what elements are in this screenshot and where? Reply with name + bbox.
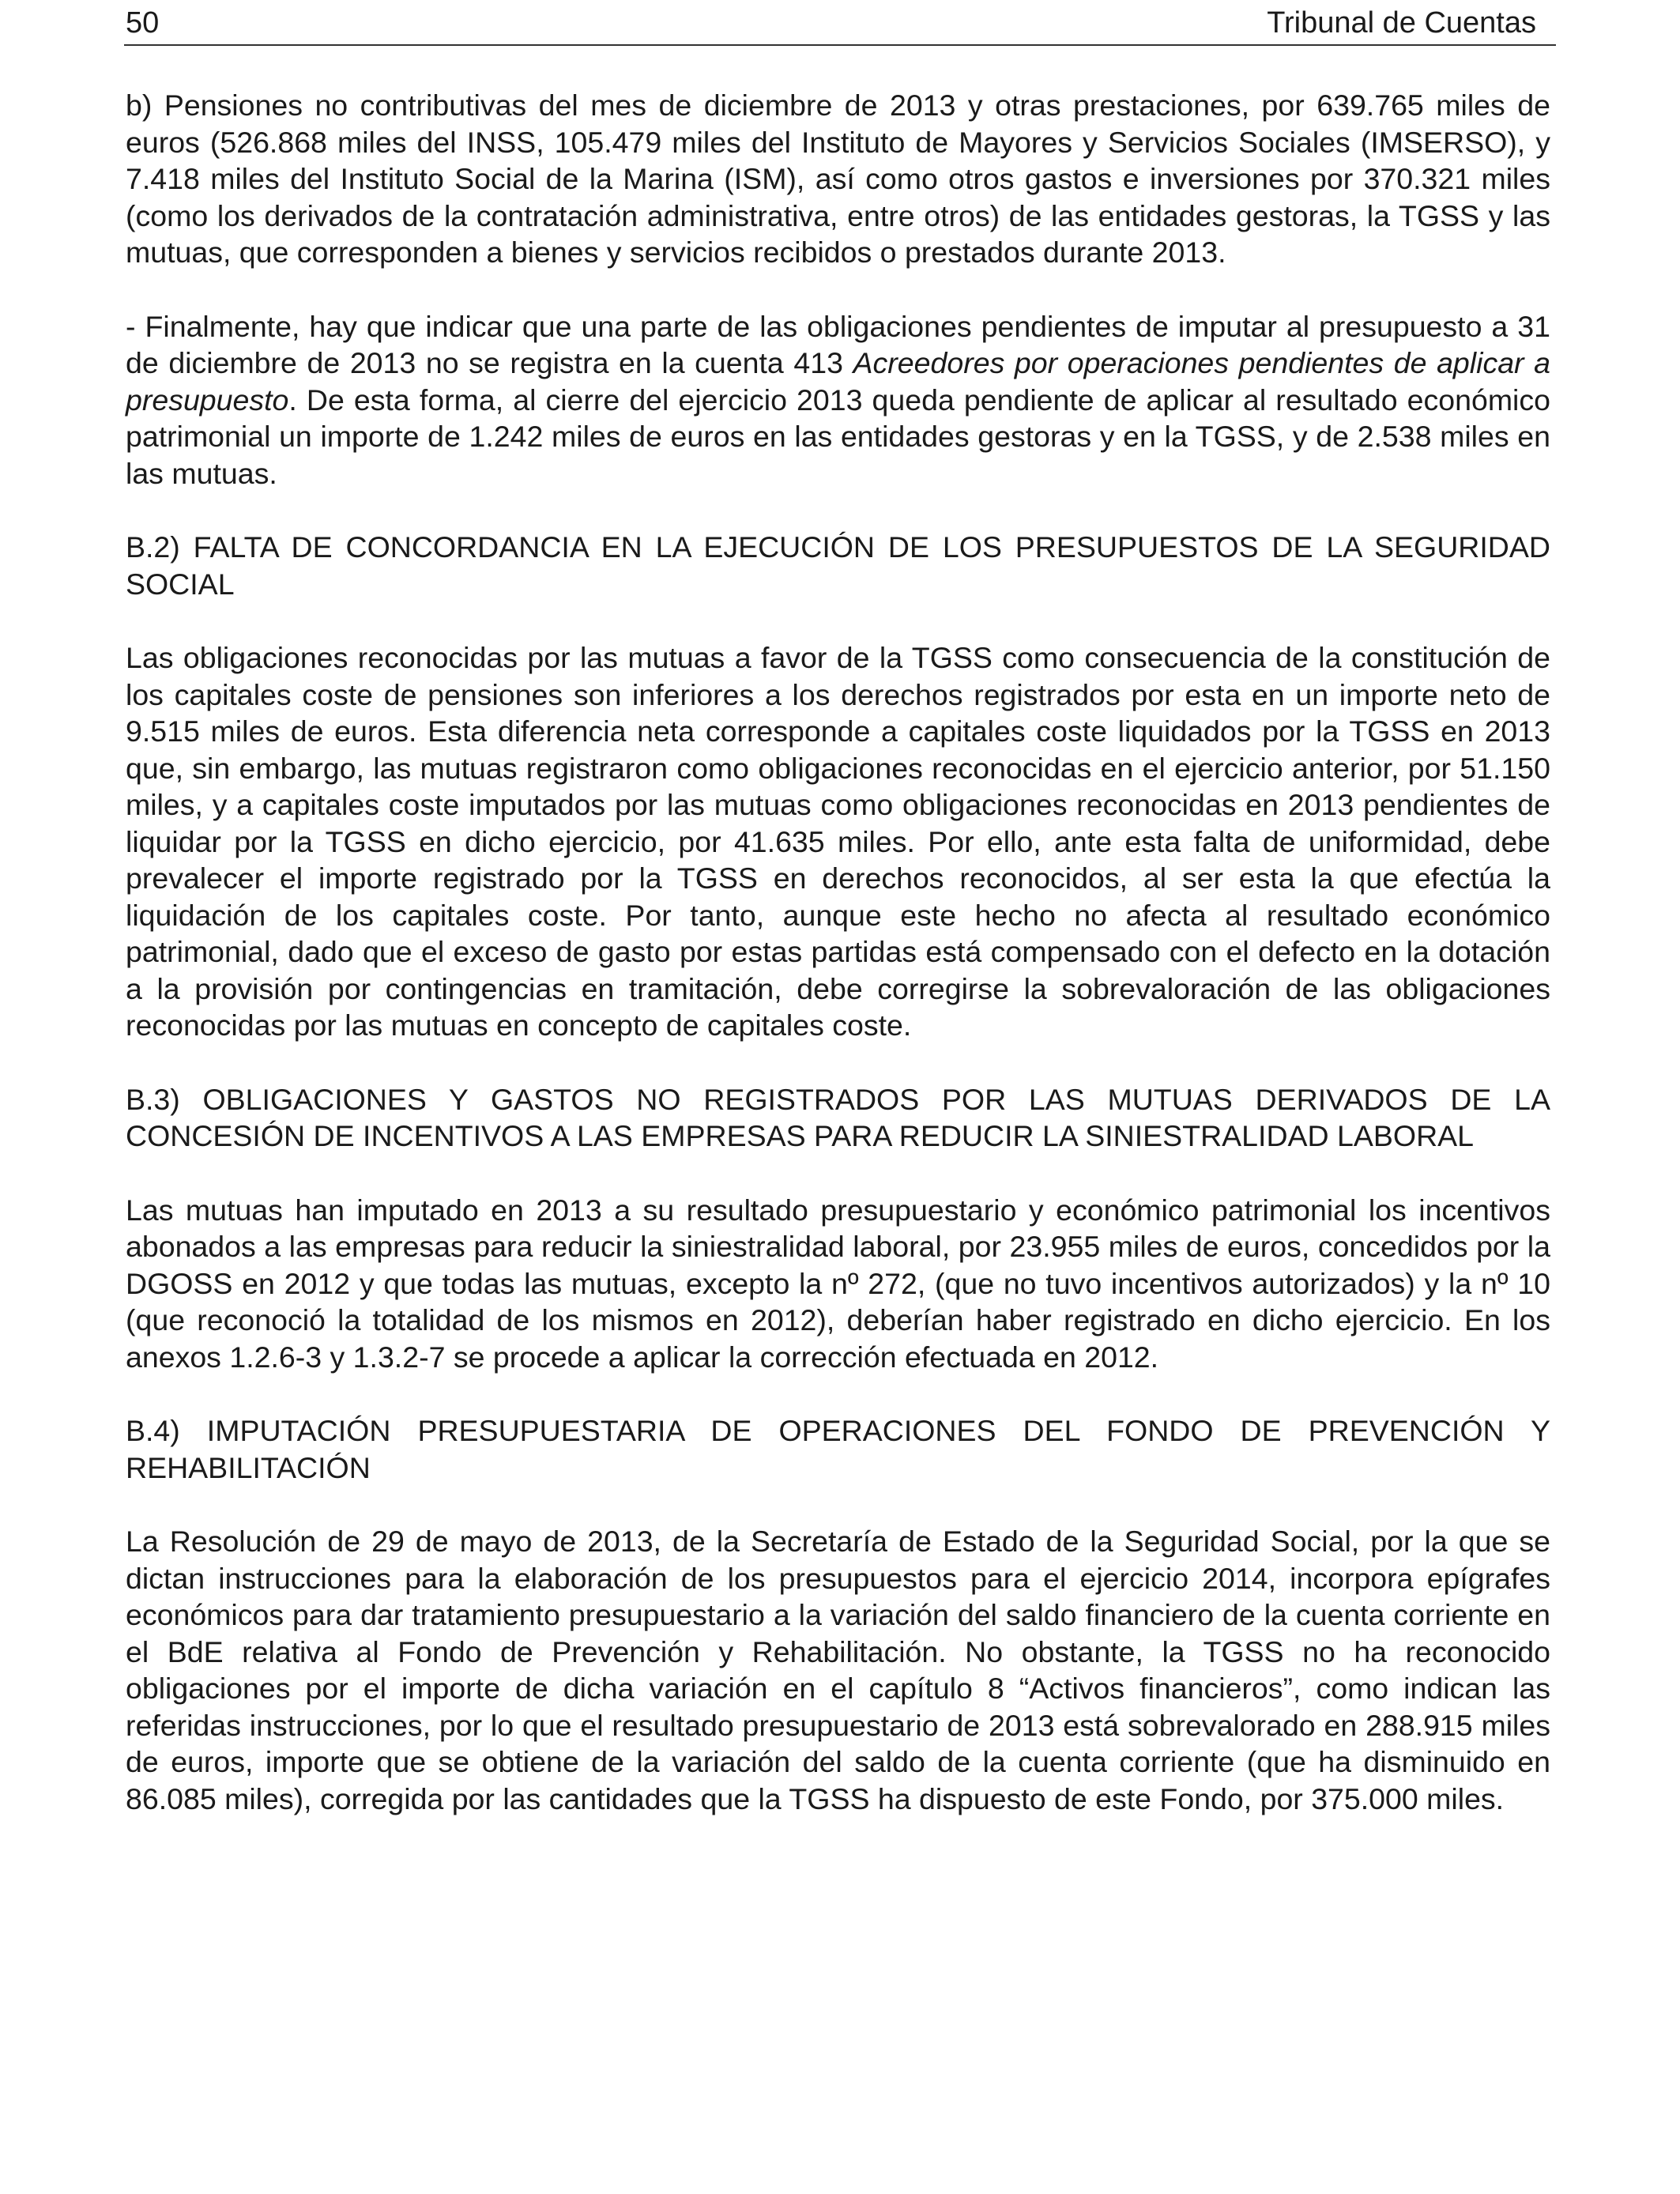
- paragraph-finalmente-text-b: . De esta forma, al cierre del ejercicio 2013 queda pendiente de aplicar al resultado económico patrimonial un importe de 1.242 miles de euros en las entidades gestoras y en la TGSS, y de 2.538 miles en las mutuas.: [126, 383, 1550, 490]
- account-name-italic: Acreedores por operaciones pendientes de aplicar a presupuesto: [126, 346, 1551, 417]
- paragraph-finalmente-text-a: - Finalmente, hay que indicar que una parte de las obligaciones pendientes de imputar al presupuesto a 31 de diciembre de 2013 no se registra en la cuenta 413: [126, 309, 1550, 379]
- section-heading-b4: B.4) IMPUTACIÓN PRESUPUESTARIA DE OPERACIONES DEL FONDO DE PREVENCIÓN Y REHABILITACIÓN: [126, 1414, 1550, 1484]
- page-number: 50: [126, 6, 160, 40]
- page-body: [126, 87, 1550, 1817]
- section-heading-b2: B.2) FALTA DE CONCORDANCIA EN LA EJECUCIÓN DE LOS PRESUPUESTOS DE LA SEGURIDAD SOCIAL: [126, 530, 1550, 601]
- paragraph-b3: Las mutuas han imputado en 2013 a su resultado presupuestario y económico patrimonial los incentivos abonados a las empresas para reducir la siniestralidad laboral, por 23.955 miles de euros, concedidos por la DGOSS en 2012 y que todas las mutuas, excepto la nº 272, (que no tuvo incentivos autorizados) y la nº 10 (que reconoció la totalidad de los mismos en 2012), deberían haber registrado en dicho ejercicio. En los anexos 1.2.6-3 y 1.3.2-7 se procede a aplicar la corrección efectuada en 2012.: [126, 1193, 1550, 1374]
- paragraph-b2: Las obligaciones reconocidas por las mutuas a favor de la TGSS como consecuencia de la constitución de los capitales coste de pensiones son inferiores a los derechos registrados por esta en un importe neto de 9.515 miles de euros. Esta diferencia neta corresponde a capitales coste liquidados por la TGSS en 2013 que, sin embargo, las mutuas registraron como obligaciones reconocidas en el ejercicio anterior, por 51.150 miles, y a capitales coste imputados por las mutuas como obligaciones reconocidas en 2013 pendientes de liquidar por la TGSS en dicho ejercicio, por 41.635 miles. Por ello, ante esta falta de uniformidad, debe prevalecer el importe registrado por la TGSS en derechos reconocidos, al ser esta la que efectúa la liquidación de los capitales coste. Por tanto, aunque este hecho no afecta al resultado económico patrimonial, dado que el exceso de gasto por estas partidas está compensado con el defecto en la dotación a la provisión por contingencias en tramitación, debe corregirse la sobrevaloración de las obligaciones reconocidas por las mutuas en concepto de capitales coste.: [126, 641, 1550, 1042]
- paragraph-finalmente: [126, 308, 1550, 492]
- section-heading-b3: B.3) OBLIGACIONES Y GASTOS NO REGISTRADOS POR LAS MUTUAS DERIVADOS DE LA CONCESIÓN DE INCENTIVOS A LAS EMPRESAS PARA REDUCIR LA SINIESTRALIDAD LABORAL: [126, 1082, 1550, 1152]
- paragraph-b4: La Resolución de 29 de mayo de 2013, de la Secretaría de Estado de la Seguridad Social, por la que se dictan instrucciones para la elaboración de los presupuestos para el ejercicio 2014, incorpora epígrafes económicos para dar tratamiento presupuestario a la variación del saldo financiero de la cuenta corriente en el BdE relativa al Fondo de Prevención y Rehabilitación. No obstante, la TGSS no ha reconocido obligaciones por el importe de dicha variación en el capítulo 8 “Activos financieros”, como indican las referidas instrucciones, por lo que el resultado presupuestario de 2013 está sobrevalorado en 288.915 miles de euros, importe que se obtiene de la variación del saldo de la cuenta corriente (que ha disminuido en 86.085 miles), corregida por las cantidades que la TGSS ha dispuesto de este Fondo, por 375.000 miles.: [126, 1525, 1550, 1815]
- page-header: [124, 0, 1556, 46]
- paragraph-pensiones: b) Pensiones no contributivas del mes de diciembre de 2013 y otras prestaciones, por 639.765 miles de euros (526.868 miles del INSS, 105.479 miles del Instituto de Mayores y Servicios Sociales (IMSERSO), y 7.418 miles del Instituto Social de la Marina (ISM), así como otros gastos e inversiones por 370.321 miles (como los derivados de la contratación administrativa, entre otros) de las entidades gestoras, la TGSS y las mutuas, que corresponden a bienes y servicios recibidos o prestados durante 2013.: [126, 89, 1550, 269]
- running-head: Tribunal de Cuentas: [1267, 6, 1536, 40]
